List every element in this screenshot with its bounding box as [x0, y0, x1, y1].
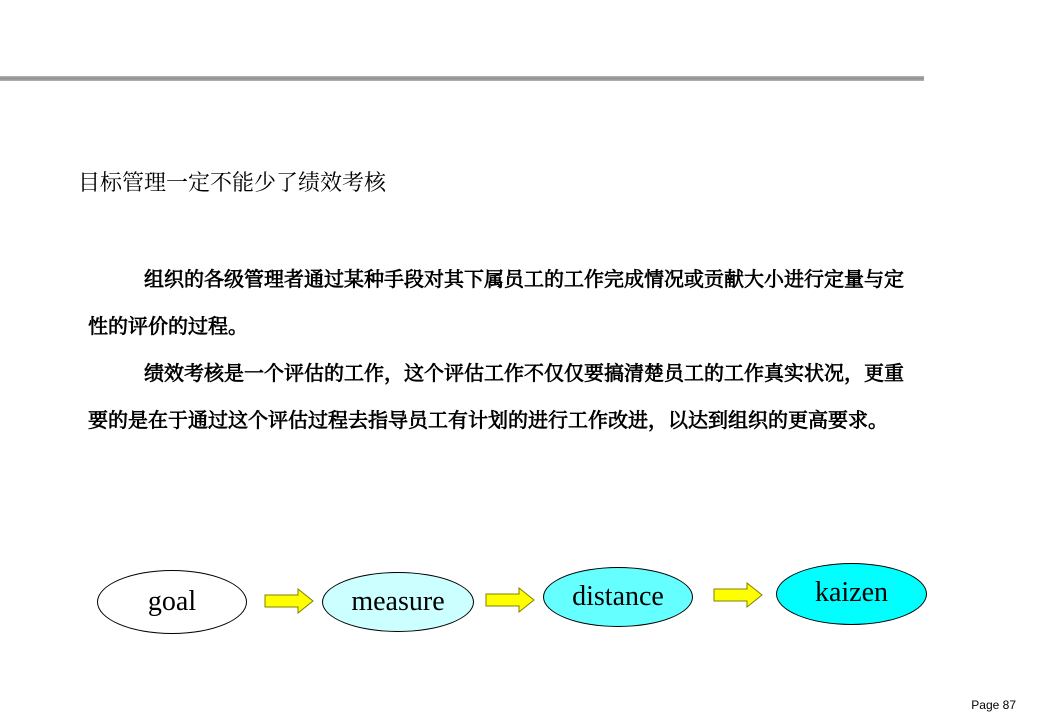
flow-node-goal: [97, 570, 247, 634]
flow-node-label: kaizen: [814, 577, 889, 608]
slide-heading: 目标管理一定不能少了绩效考核: [78, 171, 387, 196]
purpose-paragraph: 绩效考核是一个评估的工作，这个评估工作不仅仅要搞清楚员工的工作真实状况，更重要的是在于通过这个评估过程去指导员工有计划的进行工作改进，以达到组织的更高要求。: [88, 361, 904, 432]
definition-paragraph: 组织的各级管理者通过某种手段对其下属员工的工作完成情况或贡献大小进行定量与定性的评价的过程。: [88, 267, 904, 338]
flow-node-distance: [543, 567, 693, 627]
right-arrow-icon: [713, 582, 763, 608]
flow-node-label: goal: [147, 586, 197, 617]
right-arrow-icon: [485, 587, 535, 613]
flow-node-label: measure: [351, 586, 445, 617]
flow-node-label: distance: [572, 581, 664, 612]
flow-node-kaizen: [776, 563, 927, 625]
header-divider: [0, 76, 924, 81]
page-number: Page 87: [971, 698, 1016, 712]
flow-node-measure: [322, 572, 474, 632]
right-arrow-icon: [264, 588, 314, 614]
